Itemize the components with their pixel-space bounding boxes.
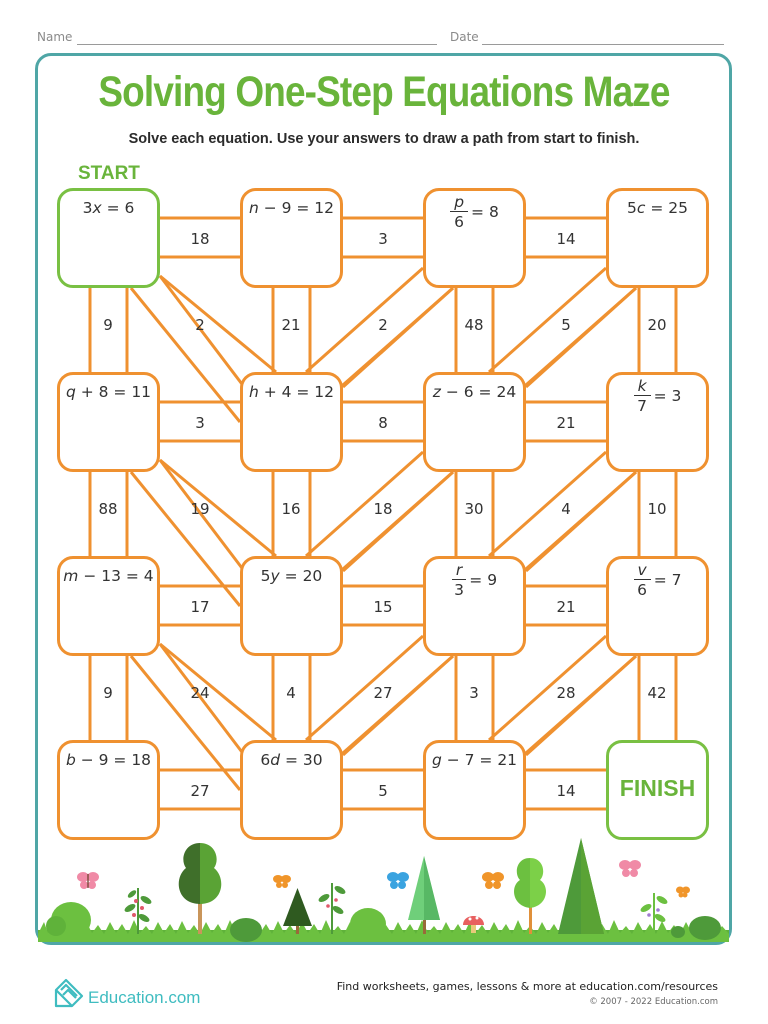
path-answer-horizontal[interactable]: 8 xyxy=(378,414,388,432)
butterfly-icon xyxy=(77,872,99,889)
equation-box[interactable] xyxy=(423,372,526,472)
path-answer-horizontal[interactable]: 5 xyxy=(378,782,388,800)
date-label: Date xyxy=(450,30,479,44)
equation-box[interactable] xyxy=(423,740,526,840)
variable: x xyxy=(92,199,102,217)
denominator: 6 xyxy=(637,581,648,599)
numerator: v xyxy=(634,561,651,580)
butterfly-icon xyxy=(619,860,641,877)
equation-rhs: = 20 xyxy=(279,567,323,585)
equation-rhs: = 3 xyxy=(653,387,682,405)
equation xyxy=(60,383,157,401)
denominator: 7 xyxy=(637,397,648,415)
variable: d xyxy=(270,751,281,769)
path-answer-horizontal[interactable]: 21 xyxy=(556,598,576,616)
path-answer-vertical[interactable]: 9 xyxy=(103,684,113,702)
butterfly-icon xyxy=(387,872,409,889)
pine-tree-icon xyxy=(283,888,312,934)
bush-icon xyxy=(350,908,386,940)
butterfly-icon xyxy=(482,872,504,889)
numerator: k xyxy=(634,377,651,396)
equation-box[interactable] xyxy=(240,188,343,288)
path-answer-vertical[interactable]: 3 xyxy=(469,684,479,702)
butterfly-icon xyxy=(676,887,690,898)
path-answer-diagonal[interactable]: 28 xyxy=(556,684,576,702)
equation xyxy=(426,193,523,232)
equation-box[interactable] xyxy=(606,556,709,656)
variable: c xyxy=(636,199,646,217)
equation-box[interactable] xyxy=(423,188,526,288)
path-answer-horizontal[interactable]: 14 xyxy=(556,782,576,800)
equation xyxy=(60,199,157,217)
denominator: 3 xyxy=(454,581,465,599)
name-label: Name xyxy=(37,30,73,44)
equation xyxy=(60,751,157,769)
variable: q xyxy=(65,383,76,401)
plant-sprig-icon xyxy=(317,883,346,934)
equation-box[interactable] xyxy=(57,556,160,656)
path-answer-horizontal[interactable]: 18 xyxy=(190,230,210,248)
variable: b xyxy=(65,751,76,769)
equation xyxy=(426,383,523,401)
path-line xyxy=(160,644,248,760)
equation-rhs: = 8 xyxy=(471,203,499,221)
numerator: r xyxy=(452,561,466,580)
equation xyxy=(426,751,523,769)
variable: g xyxy=(431,751,442,769)
nature-scene-illustration xyxy=(38,838,729,942)
footer-copyright: © 2007 - 2022 Education.com xyxy=(589,997,718,1007)
variable: y xyxy=(270,567,280,585)
path-line xyxy=(160,276,276,372)
path-answer-horizontal[interactable]: 3 xyxy=(378,230,388,248)
path-answer-horizontal[interactable]: 21 xyxy=(556,414,576,432)
path-answer-diagonal[interactable]: 19 xyxy=(190,500,210,518)
equation-rhs: = 30 xyxy=(280,751,323,769)
path-line xyxy=(160,460,248,576)
butterfly-icon xyxy=(273,875,291,888)
variable: h xyxy=(248,383,259,401)
equation-rhs: − 6 = 24 xyxy=(440,383,517,401)
equation-rhs: + 4 = 12 xyxy=(258,383,335,401)
coefficient: 5 xyxy=(260,567,271,585)
equation-rhs: − 7 = 21 xyxy=(441,751,518,769)
path-answer-diagonal[interactable]: 2 xyxy=(378,316,388,334)
denominator: 6 xyxy=(454,213,465,231)
equation-rhs: − 9 = 12 xyxy=(258,199,335,217)
path-answer-vertical[interactable]: 48 xyxy=(464,316,484,334)
path-answer-vertical[interactable]: 30 xyxy=(464,500,484,518)
finish-label: FINISH xyxy=(619,775,696,801)
variable: z xyxy=(432,383,441,401)
brand-name: Education.com xyxy=(88,988,201,1007)
path-answer-horizontal[interactable]: 27 xyxy=(190,782,210,800)
path-answer-horizontal[interactable]: 14 xyxy=(556,230,576,248)
equation-rhs: = 25 xyxy=(645,199,688,217)
coefficient: 5 xyxy=(627,199,637,217)
numerator: p xyxy=(450,193,468,212)
path-answer-vertical[interactable]: 4 xyxy=(286,684,296,702)
coefficient: 3 xyxy=(82,199,93,217)
equation-rhs: = 7 xyxy=(653,571,682,589)
start-label: START xyxy=(78,163,140,184)
equation-box[interactable] xyxy=(423,556,526,656)
path-answer-vertical[interactable]: 9 xyxy=(103,316,113,334)
equation-rhs: − 13 = 4 xyxy=(78,567,154,585)
path-answer-horizontal[interactable]: 3 xyxy=(195,414,205,432)
path-answer-vertical[interactable]: 20 xyxy=(647,316,667,334)
equation-box[interactable] xyxy=(57,740,160,840)
path-answer-diagonal[interactable]: 27 xyxy=(373,684,393,702)
finish-box[interactable] xyxy=(606,740,709,840)
equation xyxy=(426,561,523,600)
path-answer-vertical[interactable]: 16 xyxy=(281,500,301,518)
equation-box[interactable] xyxy=(240,556,343,656)
path-answer-vertical[interactable]: 42 xyxy=(647,684,667,702)
path-answer-vertical[interactable]: 10 xyxy=(647,500,667,518)
equation xyxy=(609,377,706,416)
pine-tree-icon xyxy=(558,838,604,934)
variable: n xyxy=(248,199,259,217)
instructions: Solve each equation. Use your answers to draw a path from start to finish. xyxy=(128,131,640,147)
equation-box[interactable] xyxy=(240,740,343,840)
equation xyxy=(609,561,706,600)
equation-rhs: = 6 xyxy=(101,199,135,217)
equation xyxy=(243,751,340,769)
bush-icon xyxy=(230,918,262,942)
variable: m xyxy=(63,567,79,585)
start-box[interactable] xyxy=(57,188,160,288)
equation xyxy=(243,383,340,401)
pine-tree-icon xyxy=(408,856,440,934)
bush-icon xyxy=(689,916,721,940)
path-answer-diagonal[interactable]: 18 xyxy=(373,500,393,518)
equation-box[interactable] xyxy=(57,372,160,472)
equation xyxy=(60,567,157,585)
path-answer-diagonal[interactable]: 5 xyxy=(561,316,571,334)
path-answer-vertical[interactable]: 21 xyxy=(281,316,301,334)
path-answer-diagonal[interactable]: 4 xyxy=(561,500,571,518)
path-answer-horizontal[interactable]: 15 xyxy=(373,598,393,616)
equation-rhs: − 9 = 18 xyxy=(75,751,152,769)
coefficient: 6 xyxy=(260,751,271,769)
path-line xyxy=(160,276,248,392)
plant-sprig-icon xyxy=(123,888,152,934)
path-answer-diagonal[interactable]: 2 xyxy=(195,316,205,334)
worksheet-title: Solving One-Step Equations Maze xyxy=(98,68,670,116)
equation-box[interactable] xyxy=(606,188,709,288)
path-line xyxy=(160,644,276,740)
equation xyxy=(243,567,340,585)
equation-box[interactable] xyxy=(240,372,343,472)
equation xyxy=(609,199,706,217)
tree-icon xyxy=(179,843,222,934)
path-answer-diagonal[interactable]: 24 xyxy=(190,684,210,702)
path-answer-horizontal[interactable]: 17 xyxy=(190,598,210,616)
equation-rhs: = 9 xyxy=(469,571,498,589)
footer-tagline[interactable]: Find worksheets, games, lessons & more at education.com/resources xyxy=(336,980,718,993)
path-line xyxy=(160,460,276,556)
education-logo-icon xyxy=(52,976,86,1010)
path-answer-vertical[interactable]: 88 xyxy=(98,500,118,518)
equation xyxy=(243,199,340,217)
equation-rhs: + 8 = 11 xyxy=(75,383,152,401)
equation-box[interactable] xyxy=(606,372,709,472)
